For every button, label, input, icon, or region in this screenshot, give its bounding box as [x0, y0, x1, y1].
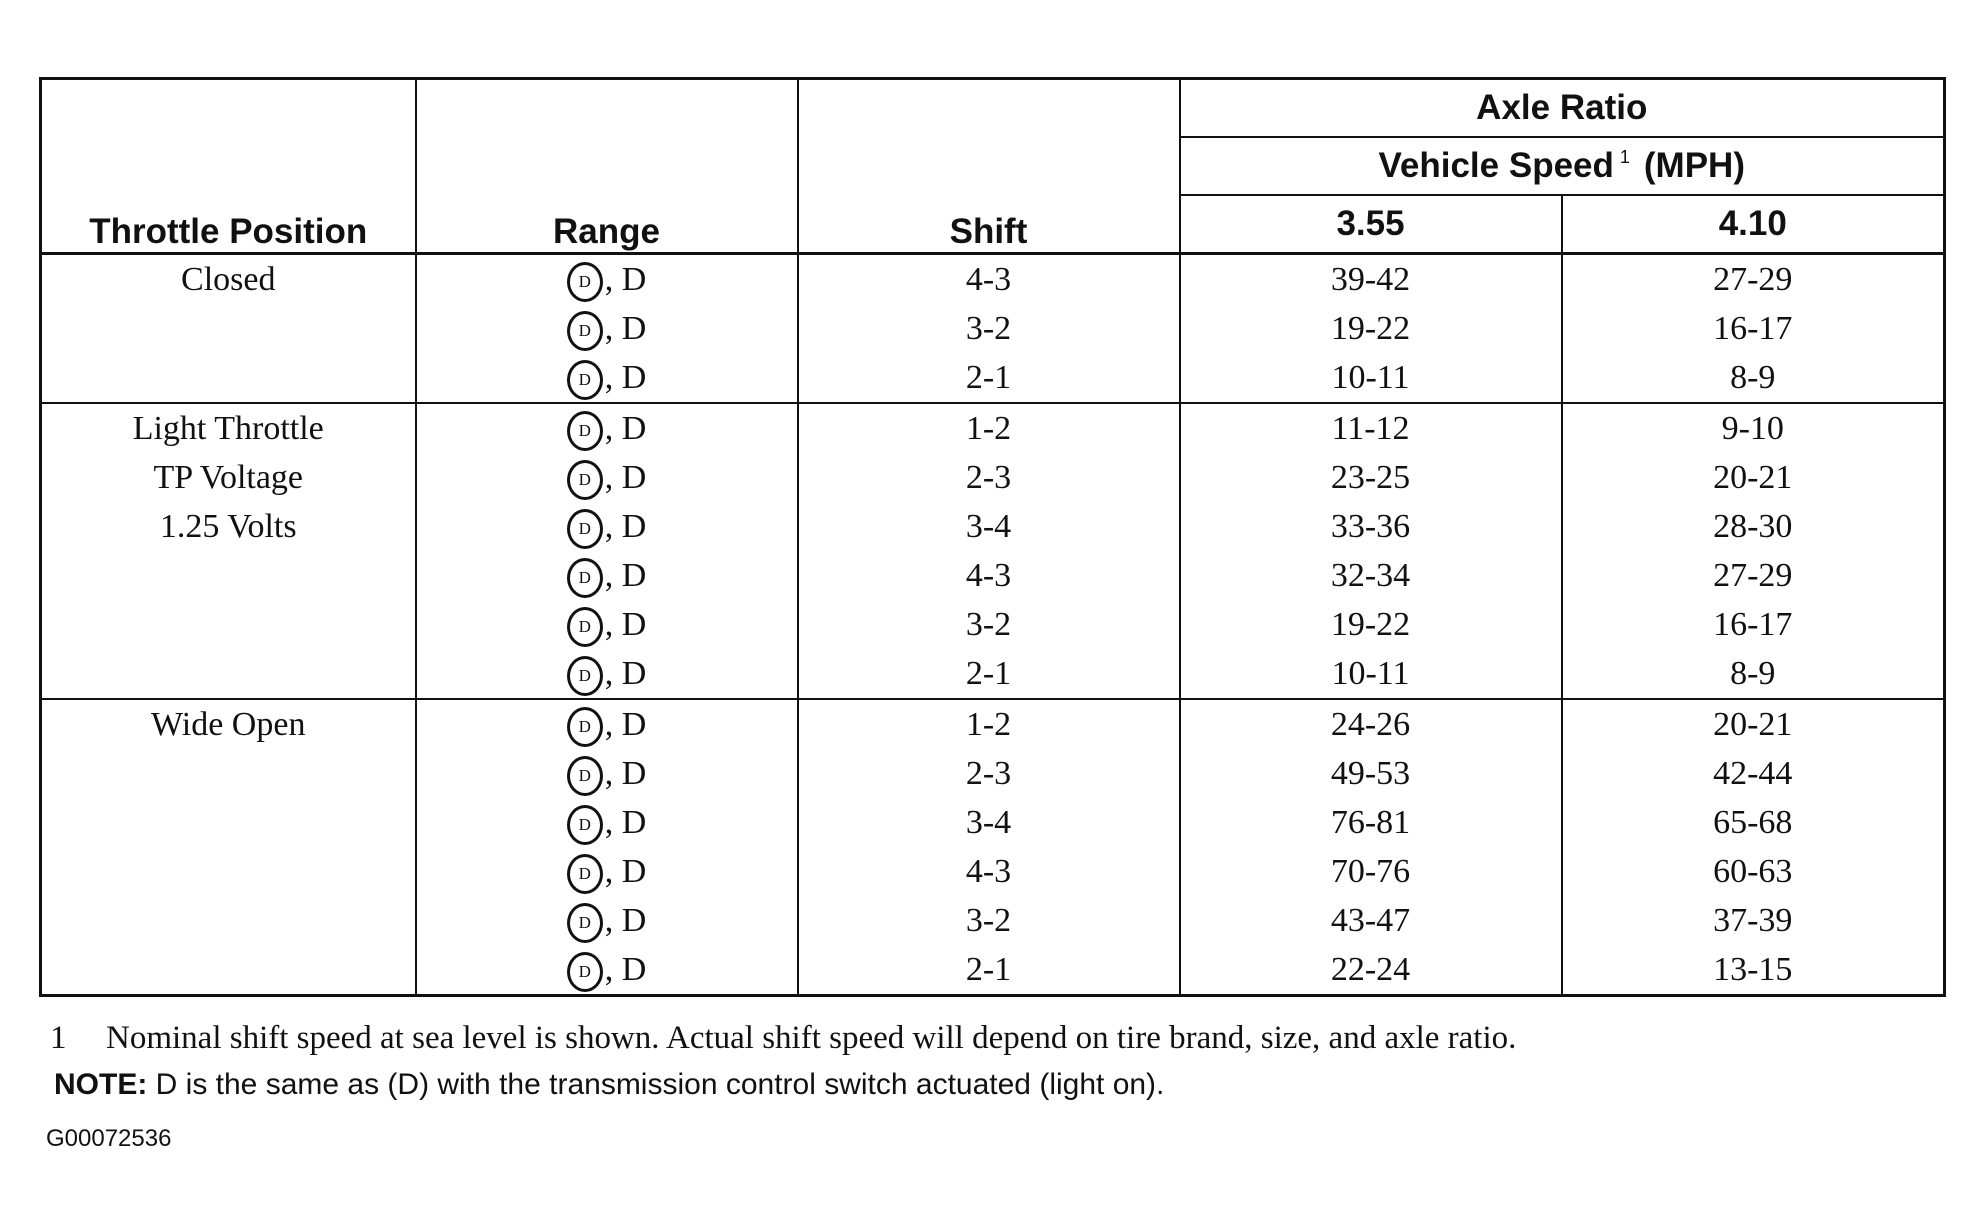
range-value [417, 600, 797, 649]
speed-355-cell [1180, 699, 1562, 996]
note [54, 1068, 1164, 1102]
note-text: D is the same as (D) with the transmission control switch actuated (light on). [147, 1068, 1165, 1101]
speed-410-value: 8-9 [1730, 359, 1776, 396]
throttle-cell [41, 699, 416, 996]
range-text: , D [604, 261, 647, 298]
speed-355-value: 24-26 [1330, 706, 1411, 743]
range-value [417, 896, 797, 945]
range-value [417, 502, 797, 551]
speed-355-value: 39-42 [1330, 261, 1411, 298]
shift-value: 2-3 [965, 459, 1012, 496]
throttle-label: 1.25 Volts [159, 508, 297, 545]
range-text: , D [604, 902, 647, 939]
range-value [417, 798, 797, 847]
circled-d-icon: D [567, 854, 603, 894]
speed-355-cell [1180, 254, 1562, 404]
range-text: , D [604, 951, 647, 988]
speed-410-value: 60-63 [1713, 853, 1793, 890]
speed-410-value: 9-10 [1721, 410, 1784, 447]
range-text: , D [604, 410, 647, 447]
speed-355-value: 43-47 [1330, 902, 1411, 939]
circled-d-icon: D [567, 311, 603, 351]
shift-cell [798, 699, 1180, 996]
table-row-group [41, 254, 1945, 404]
shift-value: 3-2 [965, 310, 1012, 347]
range-text: , D [604, 557, 647, 594]
range-value [417, 847, 797, 896]
speed-410-value: 65-68 [1713, 804, 1793, 841]
shift-cell [798, 254, 1180, 404]
circled-d-icon: D [567, 756, 603, 796]
footnote [50, 1020, 1516, 1057]
range-value [417, 255, 797, 304]
range-text: , D [604, 655, 647, 692]
shift-value: 1-2 [965, 706, 1012, 743]
header-range: Range [416, 79, 798, 254]
throttle-cell [41, 403, 416, 699]
range-value [417, 649, 797, 698]
header-throttle-position: Throttle Position [41, 79, 416, 254]
throttle-label: TP Voltage [153, 459, 304, 496]
circled-d-icon: D [567, 262, 603, 302]
table-header [41, 79, 1945, 254]
shift-value: 4-3 [965, 261, 1012, 298]
range-text: , D [604, 804, 647, 841]
range-value [417, 749, 797, 798]
speed-410-value: 16-17 [1713, 310, 1793, 347]
speed-410-cell [1562, 254, 1945, 404]
speed-410-cell [1562, 699, 1945, 996]
shift-speed-table [39, 77, 1946, 997]
shift-value: 3-4 [965, 508, 1012, 545]
shift-value: 4-3 [965, 853, 1012, 890]
range-value [417, 353, 797, 402]
speed-355-value: 10-11 [1331, 655, 1410, 692]
speed-355-value: 10-11 [1331, 359, 1410, 396]
circled-d-icon: D [567, 607, 603, 647]
throttle-label: Light Throttle [132, 410, 324, 447]
circled-d-icon: D [567, 558, 603, 598]
throttle-label: Wide Open [151, 706, 306, 743]
range-cell [416, 254, 798, 404]
range-text: , D [604, 755, 647, 792]
range-text: , D [604, 706, 647, 743]
shift-value: 2-1 [965, 655, 1012, 692]
speed-410-value: 13-15 [1713, 951, 1793, 988]
shift-value: 2-1 [965, 951, 1012, 988]
speed-355-value: 49-53 [1330, 755, 1411, 792]
circled-d-icon: D [567, 805, 603, 845]
speed-410-value: 42-44 [1713, 755, 1793, 792]
range-text: , D [604, 508, 647, 545]
shift-value: 2-1 [965, 359, 1012, 396]
speed-410-value: 27-29 [1713, 557, 1793, 594]
footnote-text: Nominal shift speed at sea level is shown. Actual shift speed will depend on tire brand, size, and axle ratio. [106, 1020, 1517, 1056]
vehicle-speed-label: Vehicle Speed [1378, 146, 1614, 185]
shift-cell [798, 403, 1180, 699]
speed-355-value: 32-34 [1330, 557, 1411, 594]
table-body [41, 254, 1945, 996]
range-cell [416, 403, 798, 699]
range-value [417, 700, 797, 749]
header-ratio-4-10: 4.10 [1562, 195, 1945, 254]
range-value [417, 945, 797, 994]
circled-d-icon: D [567, 360, 603, 400]
range-value [417, 453, 797, 502]
header-axle-ratio: Axle Ratio [1180, 79, 1945, 138]
speed-410-value: 20-21 [1713, 706, 1793, 743]
range-text: , D [604, 853, 647, 890]
speed-355-value: 19-22 [1330, 606, 1411, 643]
range-text: , D [604, 606, 647, 643]
speed-355-cell [1180, 403, 1562, 699]
shift-value: 3-2 [965, 606, 1012, 643]
footnote-mark: 1 [1619, 147, 1630, 167]
figure-id: G00072536 [46, 1125, 172, 1152]
note-label: NOTE: [54, 1068, 148, 1101]
speed-355-value: 23-25 [1330, 459, 1411, 496]
shift-value: 3-4 [965, 804, 1012, 841]
circled-d-icon: D [567, 460, 603, 500]
speed-355-value: 70-76 [1330, 853, 1411, 890]
speed-355-value: 11-12 [1331, 410, 1410, 447]
throttle-label: Closed [181, 261, 276, 298]
shift-value: 4-3 [965, 557, 1012, 594]
footnote-number: 1 [50, 1020, 67, 1056]
circled-d-icon: D [567, 656, 603, 696]
shift-value: 1-2 [965, 410, 1012, 447]
range-value [417, 304, 797, 353]
shift-value: 3-2 [965, 902, 1012, 939]
circled-d-icon: D [567, 903, 603, 943]
circled-d-icon: D [567, 509, 603, 549]
speed-410-value: 8-9 [1730, 655, 1776, 692]
circled-d-icon: D [567, 707, 603, 747]
shift-value: 2-3 [965, 755, 1012, 792]
range-value [417, 404, 797, 453]
throttle-cell [41, 254, 416, 404]
range-value [417, 551, 797, 600]
speed-410-value: 28-30 [1713, 508, 1793, 545]
range-cell [416, 699, 798, 996]
speed-355-value: 76-81 [1330, 804, 1411, 841]
header-vehicle-speed [1180, 137, 1945, 195]
speed-410-value: 20-21 [1713, 459, 1793, 496]
circled-d-icon: D [567, 952, 603, 992]
range-text: , D [604, 310, 647, 347]
table-row-group [41, 699, 1945, 996]
vehicle-speed-unit: (MPH) [1643, 146, 1745, 185]
speed-410-value: 16-17 [1713, 606, 1793, 643]
speed-355-value: 19-22 [1330, 310, 1411, 347]
speed-410-cell [1562, 403, 1945, 699]
circled-d-icon: D [567, 411, 603, 451]
header-ratio-3-55: 3.55 [1180, 195, 1562, 254]
table-row-group [41, 403, 1945, 699]
header-shift: Shift [798, 79, 1180, 254]
range-text: , D [604, 459, 647, 496]
speed-410-value: 27-29 [1713, 261, 1793, 298]
speed-355-value: 22-24 [1330, 951, 1411, 988]
speed-355-value: 33-36 [1330, 508, 1411, 545]
range-text: , D [604, 359, 647, 396]
speed-410-value: 37-39 [1713, 902, 1793, 939]
